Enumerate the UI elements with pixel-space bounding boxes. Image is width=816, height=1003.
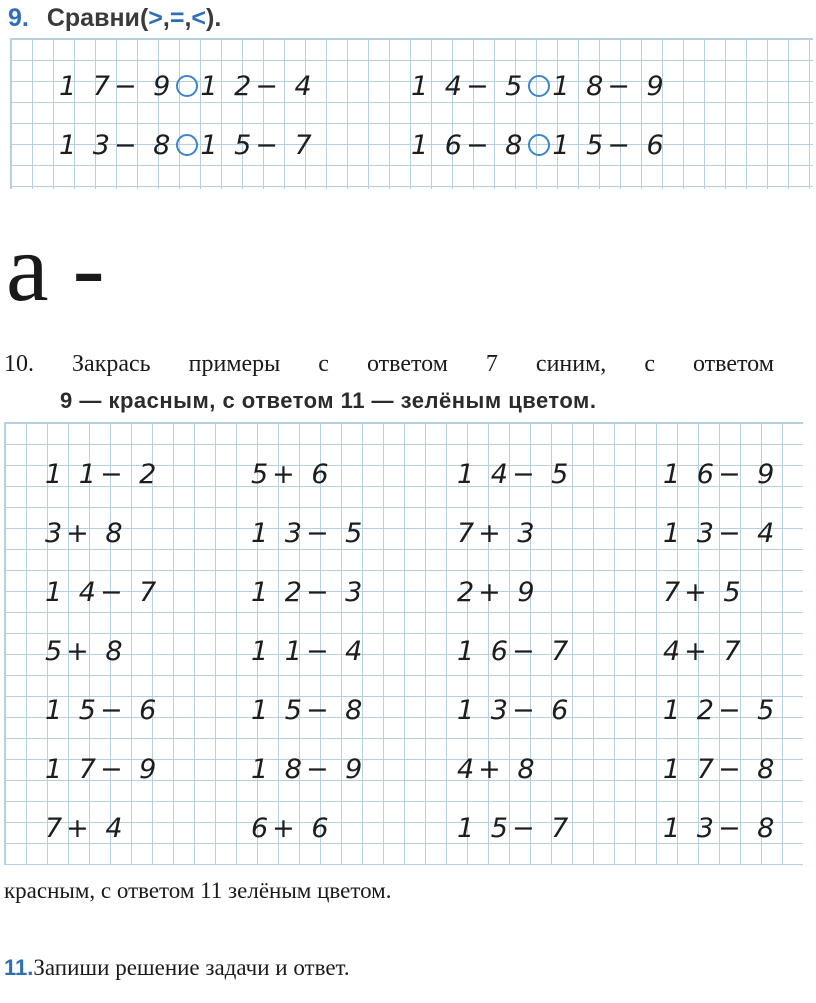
task10-word: с <box>644 351 655 377</box>
example-item[interactable]: 1 3− 8 <box>663 813 779 844</box>
task9-symbol-gt: > <box>148 3 163 32</box>
example-item[interactable]: 4+ 8 <box>457 754 539 785</box>
example-item[interactable]: 1 6− 9 <box>663 459 779 490</box>
task10-word: синим, <box>535 351 607 377</box>
task10-grid <box>4 422 803 865</box>
task11-number: 11. <box>4 955 34 980</box>
task10-word: примеры <box>188 351 281 377</box>
task10-instruction-line2: 9 — красным, с ответом 11 — зелёным цветом. <box>60 388 597 413</box>
comparison-item <box>59 132 316 159</box>
example-item[interactable]: 6+ 6 <box>251 813 333 844</box>
example-item[interactable]: 7+ 5 <box>663 577 745 608</box>
example-item[interactable]: 1 4− 5 <box>457 459 573 490</box>
example-item[interactable]: 4+ 7 <box>663 636 745 667</box>
task9-header <box>8 0 221 36</box>
task9-sep: , <box>184 3 192 32</box>
example-item[interactable]: 1 1− 2 <box>45 459 161 490</box>
answer-circle[interactable] <box>528 134 550 156</box>
example-item[interactable]: 5+ 6 <box>251 459 333 490</box>
comparison-left: 1 3− 8 <box>59 130 175 161</box>
example-item[interactable]: 1 4− 7 <box>45 577 161 608</box>
task9-number: 9. <box>8 3 29 32</box>
example-item[interactable]: 1 7− 9 <box>45 754 161 785</box>
big-heading-text: а - <box>6 214 105 321</box>
comparison-right: 1 8− 9 <box>552 71 668 102</box>
example-item[interactable]: 1 7− 8 <box>663 754 779 785</box>
comparison-right: 1 2− 4 <box>200 71 316 102</box>
task9-paren-open: ( <box>139 3 149 32</box>
comparison-item <box>411 132 668 159</box>
task9-symbol-eq: = <box>169 3 185 32</box>
task9-paren-close: ). <box>206 3 222 32</box>
comparison-right: 1 5− 6 <box>552 130 668 161</box>
example-item[interactable]: 1 2− 5 <box>663 695 779 726</box>
task10-word: Закрась <box>72 351 151 377</box>
comparison-left: 1 4− 5 <box>411 71 527 102</box>
task9-symbol-lt: < <box>191 3 206 32</box>
example-item[interactable]: 1 5− 6 <box>45 695 161 726</box>
task11 <box>4 955 350 981</box>
continuation-text: красным, с ответом 11 зелёным цветом. <box>4 878 392 903</box>
task10-word: 10. <box>4 351 34 377</box>
task10-instruction-line1 <box>4 351 774 378</box>
example-item[interactable]: 1 5− 7 <box>457 813 573 844</box>
example-item[interactable]: 1 6− 7 <box>457 636 573 667</box>
comparison-left: 1 7− 9 <box>59 71 175 102</box>
example-item[interactable]: 1 3− 6 <box>457 695 573 726</box>
answer-circle[interactable] <box>528 75 550 97</box>
example-item[interactable]: 1 3− 5 <box>251 518 367 549</box>
example-item[interactable]: 2+ 9 <box>457 577 539 608</box>
comparison-item <box>411 73 668 100</box>
example-item[interactable]: 1 3− 4 <box>663 518 779 549</box>
task9-title: Сравни <box>46 3 140 32</box>
answer-circle[interactable] <box>176 134 198 156</box>
task10-word: ответом <box>366 351 448 377</box>
task10-word: с <box>318 351 329 377</box>
task11-text: Запиши решение задачи и ответ. <box>33 955 350 980</box>
example-item[interactable]: 1 1− 4 <box>251 636 367 667</box>
comparison-item <box>59 73 316 100</box>
task10-word: 7 <box>485 351 498 377</box>
example-item[interactable]: 1 2− 3 <box>251 577 367 608</box>
answer-circle[interactable] <box>176 75 198 97</box>
comparison-right: 1 5− 7 <box>200 130 316 161</box>
example-item[interactable]: 3+ 8 <box>45 518 127 549</box>
example-item[interactable]: 7+ 4 <box>45 813 127 844</box>
task10-word: ответом <box>692 351 774 377</box>
example-item[interactable]: 7+ 3 <box>457 518 539 549</box>
task9-grid <box>10 38 813 189</box>
example-item[interactable]: 1 5− 8 <box>251 695 367 726</box>
task9-sep: , <box>162 3 170 32</box>
example-item[interactable]: 5+ 8 <box>45 636 127 667</box>
comparison-left: 1 6− 8 <box>411 130 527 161</box>
example-item[interactable]: 1 8− 9 <box>251 754 367 785</box>
